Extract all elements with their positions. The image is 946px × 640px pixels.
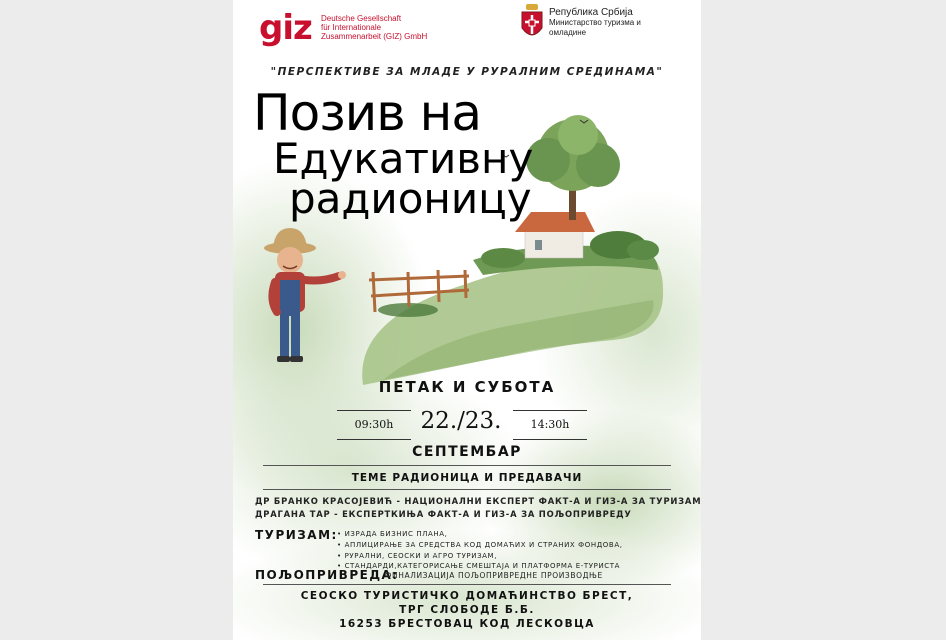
- giz-line: Deutsche Gesellschaft: [321, 14, 402, 23]
- event-date: 22./23.: [420, 408, 502, 434]
- project-subtitle: "ПЕРСПЕКТИВЕ ЗА МЛАДЕ У РУРАЛНИМ СРЕДИНАМА": [270, 66, 664, 78]
- list-item: • АПЛИЦИРАЊЕ ЗА СРЕДСТВА КОД ДОМАЋИХ И СТРАНИХ ФОНДОВА,: [337, 540, 623, 551]
- tourism-label: ТУРИЗАМ:: [255, 528, 338, 542]
- list-item: • РУРАЛНИ, СЕОСКИ И АГРО ТУРИЗАМ,: [337, 551, 623, 562]
- tourism-topics-list: [337, 529, 623, 572]
- farmer-illustration: [264, 228, 346, 362]
- giz-logo: giz: [259, 8, 312, 48]
- address-line: 16253 БРЕСТОВАЦ КОД ЛЕСКОВЦА: [339, 618, 595, 630]
- end-time: 14:30h: [513, 410, 587, 440]
- topics-heading: ТЕМЕ РАДИОНИЦА И ПРЕДАВАЧИ: [351, 472, 583, 484]
- ministry-block: [549, 8, 689, 38]
- title-line: Едукативну: [273, 134, 534, 183]
- list-item: • ИЗРАДА БИЗНИС ПЛАНА,: [337, 529, 623, 540]
- republic-label: Република Србија: [549, 7, 633, 18]
- speaker-line: ДР БРАНКО КРАСОЈЕВИЋ - НАЦИОНАЛНИ ЕКСПЕРТ ФАКТ-А И ГИЗ-А ЗА ТУРИЗАМ: [255, 496, 701, 506]
- giz-line: für Internationale: [321, 23, 382, 32]
- address-line: СЕОСКО ТУРИСТИЧКО ДОМАЋИНСТВО БРЕСТ,: [300, 590, 634, 602]
- divider: [263, 465, 671, 466]
- giz-line: Zusammenarbeit (GIZ) GmbH: [321, 32, 428, 41]
- divider: [263, 489, 671, 490]
- start-time: 09:30h: [337, 410, 411, 440]
- speaker-line: ДРАГАНА ТАР - ЕКСПЕРТКИЊА ФАКТ-А И ГИЗ-А ЗА ПОЉОПРИВРЕДУ: [255, 509, 632, 519]
- divider: [263, 584, 671, 585]
- event-month: СЕПТЕМБАР: [412, 444, 522, 460]
- serbia-coat-of-arms-icon: [520, 4, 544, 44]
- agriculture-label: ПОЉОПРИВРЕДА:: [255, 568, 399, 582]
- ministry-line: Министарство туризма и: [549, 18, 641, 27]
- title-line: радионицу: [289, 174, 532, 223]
- giz-full-name: [321, 14, 471, 41]
- address-line: ТРГ СЛОБОДЕ Б.Б.: [399, 604, 535, 616]
- invitation-poster: [233, 0, 701, 640]
- event-days: ПЕТАК И СУБОТА: [378, 378, 556, 396]
- title-line: Позив на: [253, 84, 481, 142]
- ministry-line: омладине: [549, 28, 587, 37]
- list-item: • СТАНДАРДИ,КАТЕГОРИСАЊЕ СМЕШТАЈА И ПЛАТФОРМА Е-ТУРИСТА: [337, 561, 623, 572]
- agriculture-topic: ФИНАЛИЗАЦИЈА ПОЉОПРИВРЕДНЕ ПРОИЗВОДЊЕ: [385, 571, 603, 580]
